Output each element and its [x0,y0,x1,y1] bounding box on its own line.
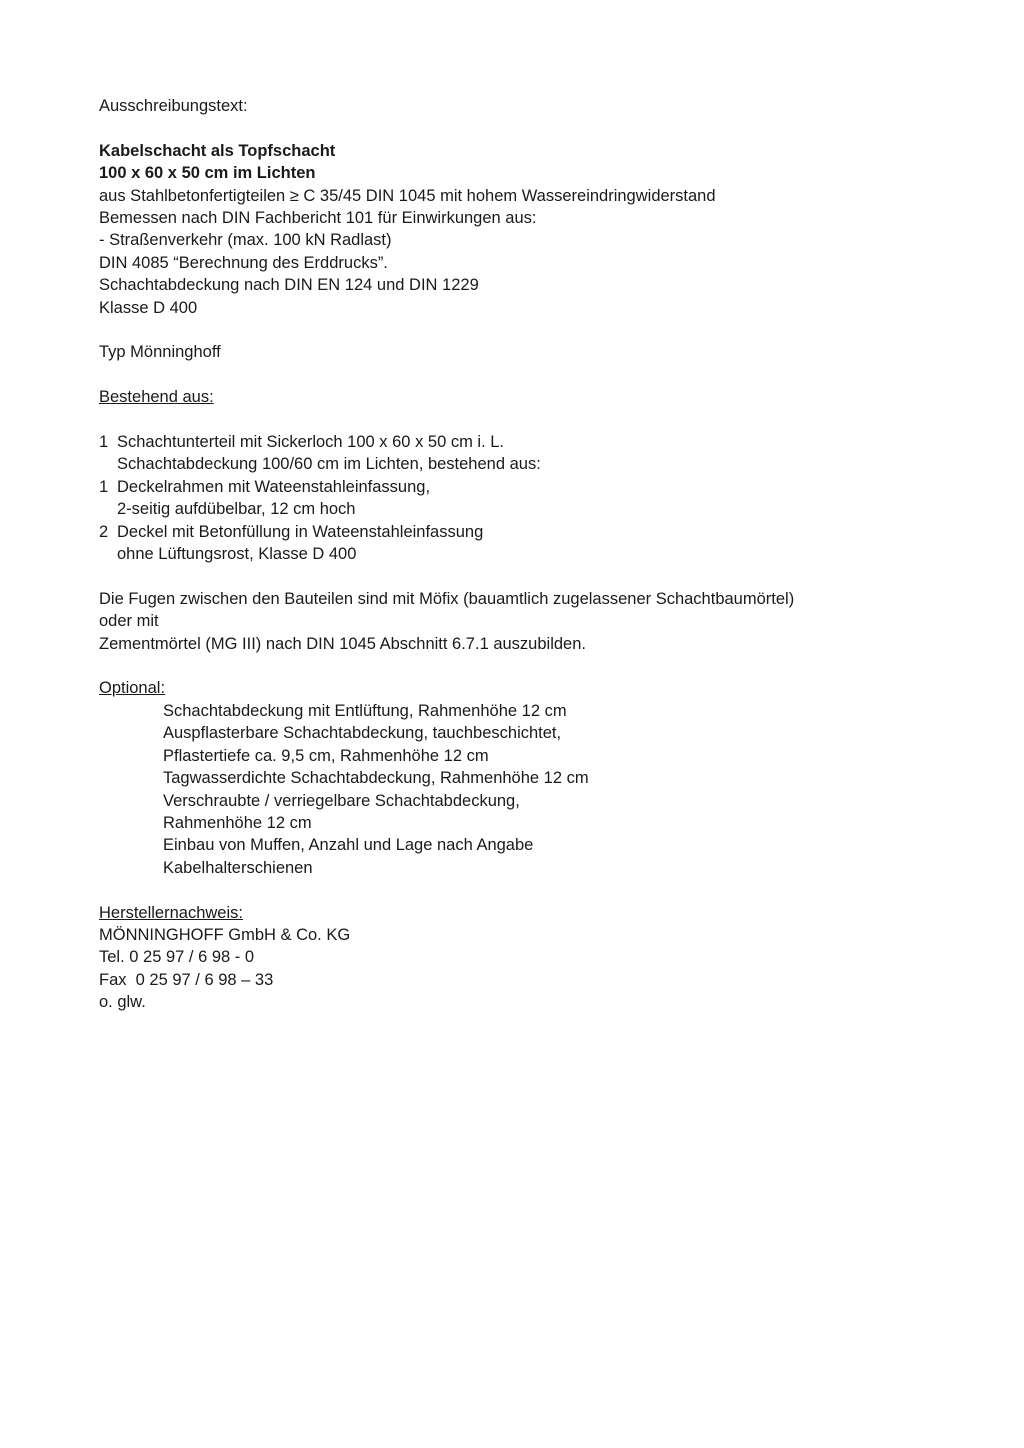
spec-line: Schachtabdeckung nach DIN EN 124 und DIN 1229 [99,276,479,295]
optional-item: Einbau von Muffen, Anzahl und Lage nach Angabe [163,836,534,855]
list-item-text: Deckelrahmen mit Wateenstahleinfassung, [117,477,431,496]
list-item [99,543,964,565]
list-item-number: 1 [99,433,109,452]
hersteller-line: Fax 0 25 97 / 6 98 – 33 [99,970,274,989]
list-item-text: Schachtabdeckung 100/60 cm im Lichten, bestehend aus: [117,455,541,474]
spec-line: DIN 4085 “Berechnung des Erddrucks”. [99,253,388,272]
blank-line [99,655,964,677]
list-item [99,431,964,453]
list-item-number: 1 [99,477,109,496]
optional-item: Kabelhalterschienen [163,858,313,877]
list-item [99,521,964,543]
hersteller-line: MÖNNINGHOFF GmbH & Co. KG [99,925,351,944]
list-item [99,453,964,475]
list-item-number [99,543,117,565]
fugen-line: Zementmörtel (MG III) nach DIN 1045 Abschnitt 6.7.1 auszubilden. [99,634,586,653]
list-item [99,476,964,498]
hersteller-line: o. glw. [99,993,146,1012]
optional-item: Tagwasserdichte Schachtabdeckung, Rahmenhöhe 12 cm [163,769,589,788]
list-item-number [99,498,117,520]
list-item [99,498,964,520]
list-item-number [99,453,117,475]
doc-title-line-2: 100 x 60 x 50 cm im Lichten [99,164,316,183]
list-item-text: Schachtunterteil mit Sickerloch 100 x 60 x 50 cm i. L. [117,433,505,452]
doc-title-line-1: Kabelschacht als Topfschacht [99,141,336,160]
optional-item: Schachtabdeckung mit Entlüftung, Rahmenhöhe 12 cm [163,701,567,720]
list-item-text: Deckel mit Betonfüllung in Wateenstahleinfassung [117,522,484,541]
blank-line [99,565,964,587]
spec-line: aus Stahlbetonfertigteilen ≥ C 35/45 DIN 1045 mit hohem Wassereindringwiderstand [99,186,716,205]
blank-line [99,319,964,341]
list-item-text: 2-seitig aufdübelbar, 12 cm hoch [117,500,356,519]
blank-line [99,117,964,139]
blank-line [99,409,964,431]
list-item-number: 2 [99,522,109,541]
blank-line [99,364,964,386]
intro-label: Ausschreibungstext: [99,97,248,115]
optional-item: Auspflasterbare Schachtabdeckung, tauchbeschichtet, [163,724,562,743]
optional-item: Pflastertiefe ca. 9,5 cm, Rahmenhöhe 12 cm [163,746,489,765]
blank-line [99,879,964,901]
section-heading-bestehend: Bestehend aus: [99,388,214,407]
section-heading-hersteller: Herstellernachweis: [99,903,243,922]
optional-item: Verschraubte / verriegelbare Schachtabdeckung, [163,791,520,810]
spec-line: Bemessen nach DIN Fachbericht 101 für Einwirkungen aus: [99,209,537,228]
section-heading-optional: Optional: [99,679,166,698]
spec-line: - Straßenverkehr (max. 100 kN Radlast) [99,231,392,250]
list-item-text: ohne Lüftungsrost, Klasse D 400 [117,545,357,564]
fugen-line: Die Fugen zwischen den Bauteilen sind mit Möfix (bauamtlich zugelassener Schachtbaumörtel) [99,589,795,608]
optional-item: Rahmenhöhe 12 cm [163,813,312,832]
fugen-line: oder mit [99,612,159,631]
type-line: Typ Mönninghoff [99,343,221,362]
hersteller-line: Tel. 0 25 97 / 6 98 - 0 [99,948,255,967]
spec-line: Klasse D 400 [99,298,198,317]
